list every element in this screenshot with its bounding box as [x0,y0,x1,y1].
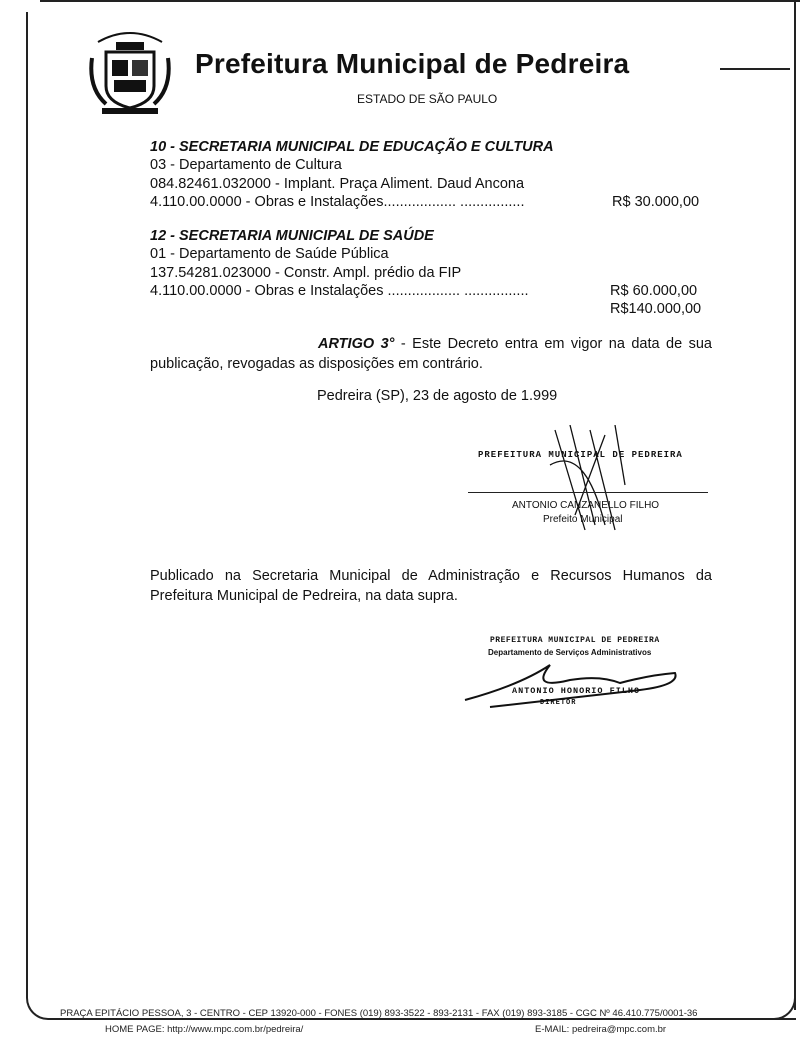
signer-role: Prefeito Municipal [543,514,623,525]
line-item: 4.110.00.0000 - Obras e Instalações .................. ................ [150,283,529,299]
page-frame [26,12,796,1020]
department: 01 - Departamento de Saúde Pública [150,246,389,262]
section-heading: 10 - SECRETARIA MUNICIPAL DE EDUCAÇÃO E CULTURA [150,139,554,155]
footer-email[interactable]: E-MAIL: pedreira@mpc.com.br [535,1024,667,1035]
date-line: Pedreira (SP), 23 de agosto de 1.999 [317,388,558,404]
line-item: 4.110.00.0000 - Obras e Instalações.................. ................ [150,194,525,210]
page-title: Prefeitura Municipal de Pedreira [195,48,630,79]
signature-stamp: PREFEITURA MUNICIPAL DE PEDREIRA [490,636,660,645]
publication-note: Publicado na Secretaria Municipal de Administração e Recursos Humanos da Prefeitura Municipal de Pedreira, na data supra. [150,568,712,604]
signer-role: DIRETOR [540,699,577,707]
stamp-department: Departamento de Serviços Administrativos [488,648,652,657]
page-subtitle: ESTADO DE SÃO PAULO [357,92,498,106]
signature-stamp: PREFEITURA MUNICIPAL DE PEDREIRA [478,450,683,460]
title-divider [720,68,790,70]
article-paragraph [150,334,712,374]
city-coat-of-arms-logo [88,28,172,120]
footer-homepage[interactable]: HOME PAGE: http://www.mpc.com.br/pedreira/ [105,1024,304,1035]
footer-address: PRAÇA EPITÁCIO PESSOA, 3 - CENTRO - CEP 13920-000 - FONES (019) 893-3522 - 893-2131 - FAX (019) 893-3185 - CGC Nº 46.410.775/0001-36 [60,1008,698,1019]
article-text: - Este Decreto entra em vigor na data de sua publicação, revogadas as disposições em contrário. [150,336,712,372]
total-amount: R$140.000,00 [610,301,702,317]
signature-line [468,492,708,493]
amount: R$ 60.000,00 [610,283,698,299]
page-border-top [40,0,800,2]
department: 03 - Departamento de Cultura [150,157,342,173]
section-heading: 12 - SECRETARIA MUNICIPAL DE SAÚDE [150,228,434,244]
signer-name: ANTONIO HONORIO FILHO [512,686,641,696]
project: 084.82461.032000 - Implant. Praça Aliment. Daud Ancona [150,176,525,192]
amount: R$ 30.000,00 [612,194,700,210]
project: 137.54281.023000 - Constr. Ampl. prédio da FIP [150,265,462,281]
page-frame-right [794,0,796,1010]
signer-name: ANTONIO CANZANELLO FILHO [512,500,660,511]
article-label: ARTIGO 3° [318,336,395,352]
